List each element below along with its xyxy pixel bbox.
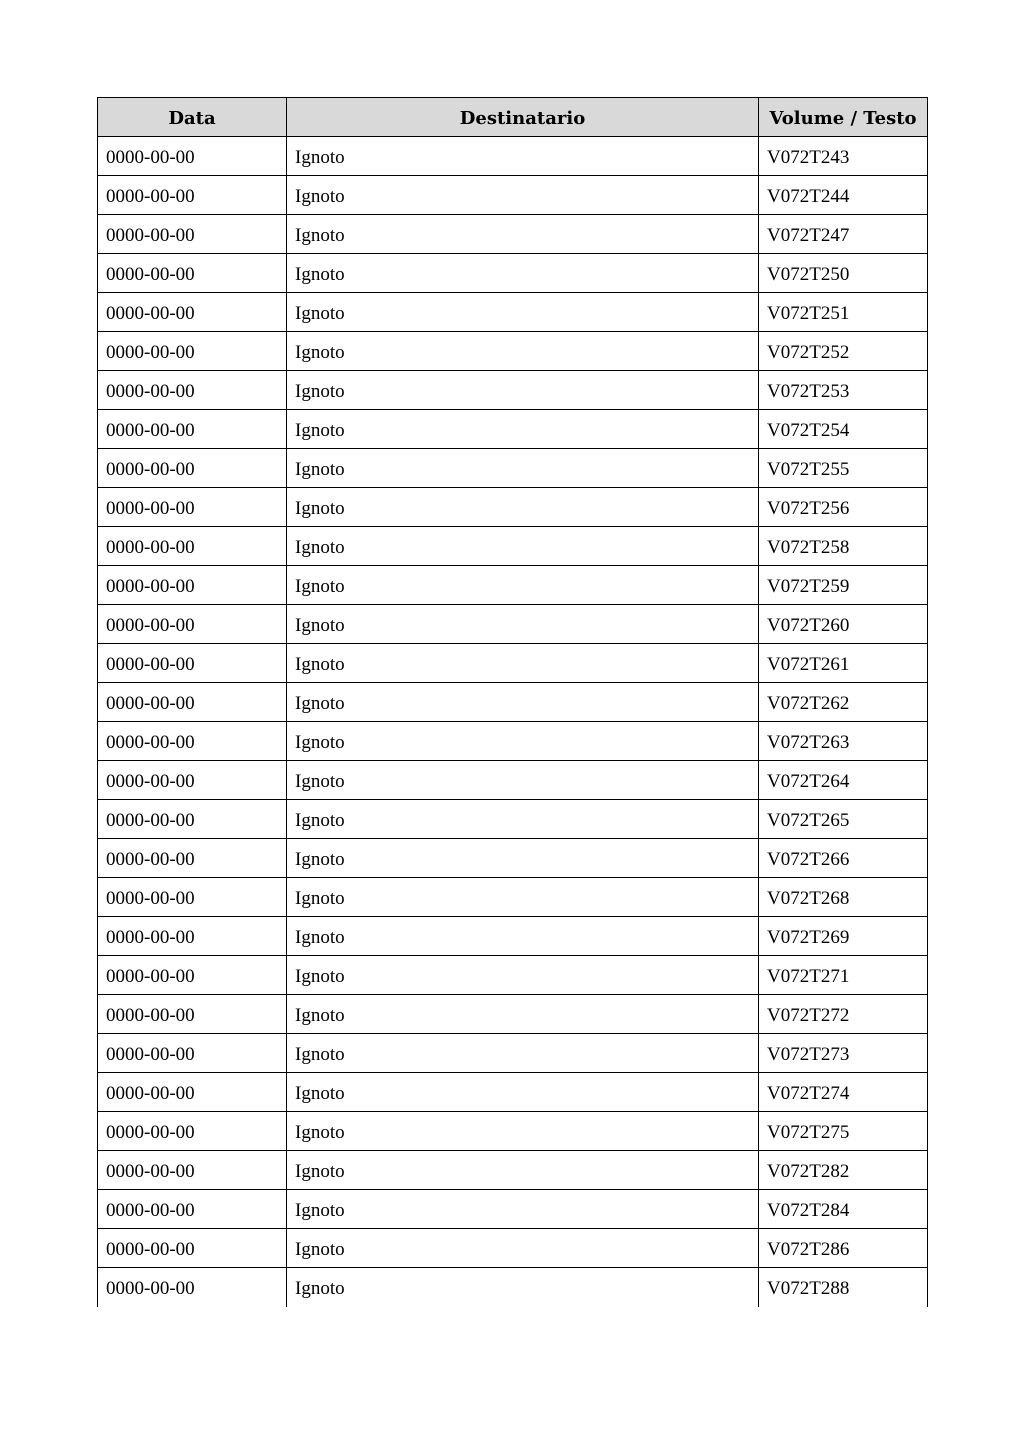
cell-destinatario: Ignoto [287,449,759,488]
cell-data: 0000-00-00 [98,1034,287,1073]
cell-destinatario: Ignoto [287,332,759,371]
cell-data: 0000-00-00 [98,293,287,332]
cell-data: 0000-00-00 [98,839,287,878]
cell-data: 0000-00-00 [98,566,287,605]
cell-data: 0000-00-00 [98,1229,287,1268]
table-row [98,176,928,215]
cell-data: 0000-00-00 [98,137,287,176]
cell-data: 0000-00-00 [98,995,287,1034]
cell-destinatario: Ignoto [287,254,759,293]
records-table [97,97,928,1307]
cell-destinatario: Ignoto [287,761,759,800]
cell-destinatario: Ignoto [287,1229,759,1268]
cell-volume-testo: V072T272 [759,995,928,1034]
cell-volume-testo: V072T244 [759,176,928,215]
table-row [98,254,928,293]
cell-data: 0000-00-00 [98,332,287,371]
cell-volume-testo: V072T243 [759,137,928,176]
table-row [98,1073,928,1112]
cell-volume-testo: V072T265 [759,800,928,839]
cell-destinatario: Ignoto [287,917,759,956]
cell-destinatario: Ignoto [287,1034,759,1073]
column-header-volume-testo: Volume / Testo [759,98,928,137]
cell-data: 0000-00-00 [98,1190,287,1229]
cell-volume-testo: V072T274 [759,1073,928,1112]
table-row [98,371,928,410]
table-row [98,683,928,722]
cell-volume-testo: V072T269 [759,917,928,956]
cell-volume-testo: V072T259 [759,566,928,605]
cell-volume-testo: V072T250 [759,254,928,293]
cell-volume-testo: V072T282 [759,1151,928,1190]
cell-data: 0000-00-00 [98,800,287,839]
table-row [98,917,928,956]
cell-data: 0000-00-00 [98,527,287,566]
cell-data: 0000-00-00 [98,410,287,449]
cell-volume-testo: V072T273 [759,1034,928,1073]
cell-destinatario: Ignoto [287,722,759,761]
cell-destinatario: Ignoto [287,410,759,449]
cell-destinatario: Ignoto [287,176,759,215]
cell-data: 0000-00-00 [98,878,287,917]
cell-volume-testo: V072T247 [759,215,928,254]
cell-destinatario: Ignoto [287,566,759,605]
cell-destinatario: Ignoto [287,1073,759,1112]
table-row [98,839,928,878]
cell-volume-testo: V072T262 [759,683,928,722]
table-row [98,566,928,605]
cell-data: 0000-00-00 [98,449,287,488]
cell-volume-testo: V072T284 [759,1190,928,1229]
table-row [98,410,928,449]
cell-destinatario: Ignoto [287,1268,759,1307]
cell-destinatario: Ignoto [287,956,759,995]
table-row [98,1190,928,1229]
cell-volume-testo: V072T251 [759,293,928,332]
cell-data: 0000-00-00 [98,1268,287,1307]
cell-data: 0000-00-00 [98,605,287,644]
table-row [98,1268,928,1307]
cell-destinatario: Ignoto [287,293,759,332]
cell-data: 0000-00-00 [98,917,287,956]
cell-data: 0000-00-00 [98,956,287,995]
table-row [98,878,928,917]
cell-data: 0000-00-00 [98,1151,287,1190]
cell-destinatario: Ignoto [287,488,759,527]
table-row [98,1151,928,1190]
cell-destinatario: Ignoto [287,839,759,878]
cell-volume-testo: V072T266 [759,839,928,878]
cell-volume-testo: V072T263 [759,722,928,761]
cell-data: 0000-00-00 [98,722,287,761]
table-row [98,527,928,566]
cell-volume-testo: V072T255 [759,449,928,488]
cell-data: 0000-00-00 [98,371,287,410]
table-row [98,1112,928,1151]
cell-data: 0000-00-00 [98,488,287,527]
cell-data: 0000-00-00 [98,644,287,683]
table-row [98,722,928,761]
cell-data: 0000-00-00 [98,176,287,215]
cell-data: 0000-00-00 [98,761,287,800]
cell-destinatario: Ignoto [287,371,759,410]
cell-volume-testo: V072T253 [759,371,928,410]
cell-data: 0000-00-00 [98,1073,287,1112]
cell-destinatario: Ignoto [287,215,759,254]
table-row [98,995,928,1034]
table-row [98,293,928,332]
table-row [98,956,928,995]
cell-volume-testo: V072T252 [759,332,928,371]
cell-destinatario: Ignoto [287,644,759,683]
cell-data: 0000-00-00 [98,215,287,254]
cell-destinatario: Ignoto [287,800,759,839]
cell-destinatario: Ignoto [287,995,759,1034]
cell-volume-testo: V072T256 [759,488,928,527]
table-row [98,449,928,488]
cell-destinatario: Ignoto [287,1112,759,1151]
cell-volume-testo: V072T271 [759,956,928,995]
cell-volume-testo: V072T286 [759,1229,928,1268]
table-row [98,605,928,644]
table-row [98,1229,928,1268]
cell-destinatario: Ignoto [287,878,759,917]
table-row [98,332,928,371]
cell-destinatario: Ignoto [287,605,759,644]
cell-destinatario: Ignoto [287,1151,759,1190]
cell-data: 0000-00-00 [98,683,287,722]
cell-data: 0000-00-00 [98,254,287,293]
cell-volume-testo: V072T254 [759,410,928,449]
cell-volume-testo: V072T261 [759,644,928,683]
table-row [98,1034,928,1073]
table-header [98,98,928,137]
cell-data: 0000-00-00 [98,1112,287,1151]
column-header-data: Data [98,98,287,137]
header-row [98,98,928,137]
table-row [98,215,928,254]
column-header-destinatario: Destinatario [287,98,759,137]
cell-volume-testo: V072T264 [759,761,928,800]
table-row [98,137,928,176]
cell-volume-testo: V072T288 [759,1268,928,1307]
cell-volume-testo: V072T260 [759,605,928,644]
table-row [98,800,928,839]
table-row [98,488,928,527]
cell-destinatario: Ignoto [287,683,759,722]
table-body [98,137,928,1307]
cell-destinatario: Ignoto [287,1190,759,1229]
cell-destinatario: Ignoto [287,137,759,176]
cell-destinatario: Ignoto [287,527,759,566]
cell-volume-testo: V072T258 [759,527,928,566]
cell-volume-testo: V072T275 [759,1112,928,1151]
table-row [98,761,928,800]
cell-volume-testo: V072T268 [759,878,928,917]
table-row [98,644,928,683]
